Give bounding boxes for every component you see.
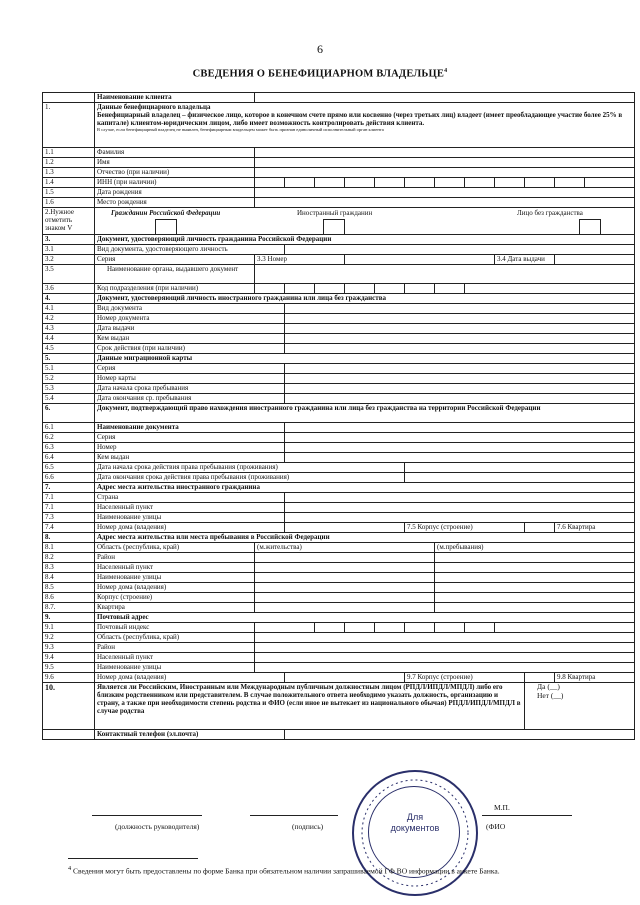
row-5-4 [43, 394, 635, 404]
postal-district-input[interactable] [255, 643, 635, 653]
stateless-label: Лицо без гражданства [517, 209, 583, 217]
issue-date-label: 3.4 Дата выдачи [495, 255, 555, 265]
stamp-line-1: Для [406, 812, 424, 822]
postcode-digit-box[interactable] [405, 623, 435, 633]
address-input[interactable] [435, 583, 635, 593]
row-label: Наименование улицы [95, 663, 255, 673]
row-label: Имя [95, 158, 255, 168]
row-num: 9.1 [43, 623, 95, 633]
address-input[interactable] [435, 603, 635, 613]
flat-label: 7.6 Квартира [555, 523, 635, 533]
row-num: 7.1 [43, 503, 95, 513]
number-input[interactable] [345, 255, 495, 265]
row-9-4 [43, 653, 635, 663]
postal-region-input[interactable] [255, 633, 635, 643]
address-input[interactable] [255, 583, 435, 593]
row-4-1 [43, 304, 635, 314]
row-num: 6.1 [43, 423, 95, 433]
row-label: Область (республика, край) [95, 543, 255, 553]
residence-start-input[interactable] [405, 463, 635, 473]
row-label: Серия [95, 433, 285, 443]
code-digit-box[interactable] [435, 284, 465, 294]
fio-caption: (ФИО [486, 822, 506, 831]
row-label: Номер дома (владения) [95, 673, 285, 683]
row-num: 7.1 [43, 493, 95, 503]
section-8-head-row [43, 533, 635, 543]
contact-row [43, 730, 635, 740]
stamp-line-2: документов [390, 822, 440, 833]
inn-digit-box[interactable] [525, 178, 555, 188]
row-label: Область (республика, край) [95, 633, 255, 643]
foreign-house-input[interactable] [285, 523, 405, 533]
row-label: Номер карты [95, 374, 285, 384]
row-num: 6.5 [43, 463, 95, 473]
row-8-1 [43, 543, 635, 553]
row-4-2 [43, 314, 635, 324]
row-label: Серия [95, 255, 255, 265]
footnote-text: Сведения могут быть предоставлены по форме Банка при обязательном наличии запрашиваемой ГФ ВО информации в анкете Банка. [73, 866, 500, 876]
row-num: 1.1 [43, 148, 95, 158]
footnote [68, 865, 613, 876]
row-label: Населенный пункт [95, 563, 255, 573]
inn-digit-box[interactable] [315, 178, 345, 188]
row-3-2 [43, 255, 635, 265]
row-1-5 [43, 188, 635, 198]
row-label: Место рождения [95, 198, 255, 208]
postal-building-input[interactable] [525, 673, 555, 683]
row-num: 5.4 [43, 394, 95, 404]
row-num: 5.3 [43, 384, 95, 394]
address-input[interactable] [435, 553, 635, 563]
row-8-5 [43, 583, 635, 593]
address-input[interactable] [255, 573, 435, 583]
residence-doc-issuer-input[interactable] [285, 453, 635, 463]
section-4-head-row [43, 294, 635, 304]
row-label: Кем выдан [95, 453, 285, 463]
code-digit-box[interactable] [345, 284, 375, 294]
section-num: 7. [43, 483, 95, 493]
page-number: 6 [317, 42, 323, 56]
position-caption: (должность руководителя) [115, 822, 200, 831]
section-num: 4. [43, 294, 95, 304]
section-4-head: Документ, удостоверяющий личность иностранного гражданина или лица без гражданства [95, 294, 635, 304]
section-1-head: Данные бенефициарного владельца [97, 103, 211, 111]
row-8-7 [43, 603, 635, 613]
inn-digit-box[interactable] [285, 178, 315, 188]
row-3-6 [43, 284, 635, 294]
section-num: 9. [43, 613, 95, 623]
section-num: 8. [43, 533, 95, 543]
section-7-head: Адрес места жительства иностранного гражданина [95, 483, 635, 493]
address-input[interactable] [255, 553, 435, 563]
row-9-3 [43, 643, 635, 653]
section-1-text: Бенефициарный владелец – физическое лицо, которое в конечном счете прямо или косвенно (через третьих лиц) владеет (имеет преобладающее участие более 25% в капитале) клиентом-юридическим лицом, либо имеет возможность контролировать действия клиента. [97, 111, 623, 128]
row-1-1 [43, 148, 635, 158]
foreign-country-input[interactable] [285, 493, 635, 503]
section-num: 10. [43, 683, 95, 730]
row-label: Почтовый индекс [95, 623, 255, 633]
row-label: Район [95, 553, 255, 563]
foreign-doc-issuer-input[interactable] [285, 334, 635, 344]
row-8-6 [43, 593, 635, 603]
stay-start-input[interactable] [285, 384, 635, 394]
row-label: Район [95, 643, 255, 653]
row-5-2 [43, 374, 635, 384]
inn-digit-box[interactable] [405, 178, 435, 188]
foreign-street-input[interactable] [285, 513, 635, 523]
row-label: Корпус (строение) [95, 593, 255, 603]
row-label: Номер документа [95, 314, 285, 324]
row-label: Наименование органа, выдавшего документ [95, 265, 255, 284]
row-num: 4.1 [43, 304, 95, 314]
mp-label: М.П. [494, 803, 510, 812]
address-input[interactable] [435, 593, 635, 603]
row-num: 8.6 [43, 593, 95, 603]
section-9-head-row [43, 613, 635, 623]
signature-caption: (подпись) [292, 822, 324, 831]
postcode-digit-box[interactable] [375, 623, 405, 633]
row-label: Дата окончания срока действия права пребывания (проживания) [95, 473, 405, 483]
row-9-5 [43, 663, 635, 673]
row-label: Вид документа [95, 304, 285, 314]
postal-house-input[interactable] [285, 673, 405, 683]
row-6-2 [43, 433, 635, 443]
row-6-3 [43, 443, 635, 453]
section-1-row [43, 103, 635, 148]
contact-label: Контактный телефон (эл.почта) [95, 730, 285, 740]
position-line [92, 815, 202, 816]
row-num: 9.6 [43, 673, 95, 683]
section-1-note: В случае, если бенефициарный владелец не выявлен, бенефициарным владельцем может быть признан единоличный исполнительный орган клиента [97, 127, 384, 133]
row-4-5 [43, 344, 635, 354]
row-7-3 [43, 513, 635, 523]
row-7-2 [43, 503, 635, 513]
foreign-doc-type-input[interactable] [285, 304, 635, 314]
pep-yes-option[interactable]: Да (__) [537, 682, 560, 691]
row-num: 3.5 [43, 265, 95, 284]
postcode-digit-box[interactable] [465, 623, 495, 633]
row-label: Отчество (при наличии) [95, 168, 255, 178]
row-4-4 [43, 334, 635, 344]
client-name-input[interactable] [255, 93, 635, 103]
section-num: 3. [43, 235, 95, 245]
issue-date-input[interactable] [555, 255, 635, 265]
row-9-1 [43, 623, 635, 633]
inn-digit-box[interactable] [465, 178, 495, 188]
row-8-3 [43, 563, 635, 573]
foreign-citizen-checkbox[interactable] [323, 219, 345, 235]
row-1-4 [43, 178, 635, 188]
row-9-2 [43, 633, 635, 643]
row-9-6 [43, 673, 635, 683]
stay-column-label: (м.пребывания) [435, 543, 635, 553]
inn-digit-box[interactable] [345, 178, 375, 188]
row-num: 8.2 [43, 553, 95, 563]
row-label: Наименование улицы [95, 513, 285, 523]
row-num: 3.2 [43, 255, 95, 265]
section-3-head-row [43, 235, 635, 245]
code-digit-box[interactable] [285, 284, 315, 294]
code-digit-box[interactable] [375, 284, 405, 294]
migration-number-input[interactable] [285, 374, 635, 384]
postal-city-input[interactable] [255, 653, 635, 663]
row-label: Квартира [95, 603, 255, 613]
row-num: 8.4 [43, 573, 95, 583]
section-8-head: Адрес места жительства или места пребывания в Российской Федерации [95, 533, 635, 543]
row-6-4 [43, 453, 635, 463]
row-num: 9.2 [43, 633, 95, 643]
row-num: 6.6 [43, 473, 95, 483]
postal-street-input[interactable] [255, 663, 635, 673]
patronymic-input[interactable] [255, 168, 635, 178]
foreign-doc-date-input[interactable] [285, 324, 635, 334]
section-10-row [43, 683, 635, 730]
section-7-head-row [43, 483, 635, 493]
row-label: Кем выдан [95, 334, 285, 344]
row-6-6 [43, 473, 635, 483]
inn-digit-box[interactable] [255, 178, 285, 188]
stateless-checkbox[interactable] [579, 219, 601, 235]
residence-doc-number-input[interactable] [285, 443, 635, 453]
address-input[interactable] [435, 573, 635, 583]
row-label: Код подразделения (при наличии) [95, 284, 255, 294]
building-label: 9.7 Корпус (строение) [405, 673, 525, 683]
row-num: 4.2 [43, 314, 95, 324]
row-label: Вид документа, удостоверяющего личность [95, 245, 285, 255]
row-label: Фамилия [95, 148, 255, 158]
row-num: 1.6 [43, 198, 95, 208]
section-6-head-row [43, 404, 635, 423]
section-num: 6. [43, 404, 95, 423]
row-label: ИНН (при наличии) [95, 178, 255, 188]
row-num: 8.7. [43, 603, 95, 613]
row-4-3 [43, 324, 635, 334]
row-num: 6.3 [43, 443, 95, 453]
row-label: Срок действия (при наличии) [95, 344, 285, 354]
section-5-head: Данные миграционной карты [95, 354, 635, 364]
row-label: Дата рождения [95, 188, 255, 198]
row-1-6 [43, 198, 635, 208]
row-3-1 [43, 245, 635, 255]
inn-digit-box[interactable] [555, 178, 585, 188]
row-label: Номер дома (владения) [95, 523, 285, 533]
row-num: 8.3 [43, 563, 95, 573]
row-label: Дата начала срока действия права пребывания (проживания) [95, 463, 405, 473]
section-6-head: Документ, подтверждающий право нахождения иностранного гражданина или лица без гражданства на территории Российской Федерации [95, 404, 635, 423]
company-stamp [352, 770, 478, 896]
row-7-4 [43, 523, 635, 533]
stay-end-input[interactable] [285, 394, 635, 404]
citizenship-num: 2.Нужное отметить знаком V [43, 208, 95, 235]
row-num: 4.5 [43, 344, 95, 354]
surname-input[interactable] [255, 148, 635, 158]
row-label: Дата окончания ср. пребывания [95, 394, 285, 404]
client-name-row [43, 93, 635, 103]
citizen-rf-checkbox[interactable] [155, 219, 177, 235]
title-text: СВЕДЕНИЯ О БЕНЕФИЦИАРНОМ ВЛАДЕЛЬЦЕ [192, 68, 445, 80]
section-9-head: Почтовый адрес [95, 613, 635, 623]
row-num: 3.1 [43, 245, 95, 255]
row-num: 1.4 [43, 178, 95, 188]
row-num: 8.5 [43, 583, 95, 593]
row-label: Населенный пункт [95, 503, 285, 513]
row-label: Дата начала срока пребывания [95, 384, 285, 394]
row-5-3 [43, 384, 635, 394]
address-input[interactable] [255, 593, 435, 603]
footnote-mark: 4 [68, 865, 72, 872]
row-num: 7.3 [43, 513, 95, 523]
code-digit-box[interactable] [405, 284, 435, 294]
row-6-1 [43, 423, 635, 433]
row-num: 1.3 [43, 168, 95, 178]
row-num: 9.5 [43, 663, 95, 673]
footnote-divider [68, 858, 198, 859]
row-num: 3.6 [43, 284, 95, 294]
issuer-input[interactable] [255, 265, 635, 284]
postcode-digit-box[interactable] [315, 623, 345, 633]
section-5-head-row [43, 354, 635, 364]
residence-doc-series-input[interactable] [285, 433, 635, 443]
fio-line [482, 815, 572, 816]
row-num: 5.1 [43, 364, 95, 374]
birth-date-input[interactable] [255, 188, 635, 198]
row-num: 6.2 [43, 433, 95, 443]
code-digit-box[interactable] [255, 284, 285, 294]
postcode-digit-box[interactable] [345, 623, 375, 633]
row-num: 4.3 [43, 324, 95, 334]
name-input[interactable] [255, 158, 635, 168]
contact-input[interactable] [285, 730, 635, 740]
address-input[interactable] [255, 563, 435, 573]
row-label: Страна [95, 493, 285, 503]
row-3-5 [43, 265, 635, 284]
pep-question-text: Является ли Российским, Иностранным или Международным публичным должностным лицом (РПДЛ/ИПДЛ/МПДЛ) либо его близким родственником или представителем. В случае положительного ответа необходимо указать должность, организацию и страну, а также при необходимости степень родства и ФИО (если иное не вытекает из национального обычая) РПДЛ/ИПДЛ/МПДЛ в случае родства [95, 683, 525, 730]
row-num: 8.1 [43, 543, 95, 553]
row-num: 6.4 [43, 453, 95, 463]
inn-digit-box[interactable] [585, 178, 635, 188]
row-label: Номер дома (владения) [95, 583, 255, 593]
beneficiary-form-table [42, 92, 635, 740]
number-label: 3.3 Номер [255, 255, 345, 265]
citizen-rf-label: Гражданин Российской Федерации [111, 209, 221, 217]
postcode-digit-box[interactable] [435, 623, 465, 633]
code-digit-box[interactable] [315, 284, 345, 294]
row-8-2 [43, 553, 635, 563]
building-label: 7.5 Корпус (строение) [405, 523, 525, 533]
foreign-doc-validity-input[interactable] [285, 344, 635, 354]
section-1-num: 1. [43, 103, 95, 148]
residence-end-input[interactable] [405, 473, 635, 483]
residence-column-label: (м.жительства) [255, 543, 435, 553]
section-num: 5. [43, 354, 95, 364]
row-label: Дата выдачи [95, 324, 285, 334]
row-num: 7.4 [43, 523, 95, 533]
pep-no-option[interactable]: Нет (__) [537, 690, 564, 700]
title-footnote-mark: 4 [444, 68, 448, 74]
doc-type-input[interactable] [285, 245, 635, 255]
row-num: 1.5 [43, 188, 95, 198]
birth-place-input[interactable] [255, 198, 635, 208]
flat-label: 9.8 Квартира [555, 673, 635, 683]
residence-doc-name-input[interactable] [285, 423, 635, 433]
row-6-5 [43, 463, 635, 473]
inn-digit-box[interactable] [375, 178, 405, 188]
page-title [0, 68, 640, 80]
row-num: 1.2 [43, 158, 95, 168]
foreign-city-input[interactable] [285, 503, 635, 513]
row-7-1 [43, 493, 635, 503]
section-3-head: Документ, удостоверяющий личность гражданина Российской Федерации [95, 235, 635, 245]
inn-digit-box[interactable] [435, 178, 465, 188]
foreign-citizen-label: Иностранный гражданин [297, 209, 373, 217]
row-label: Серия [95, 364, 285, 374]
row-8-4 [43, 573, 635, 583]
row-1-3 [43, 168, 635, 178]
foreign-building-input[interactable] [525, 523, 555, 533]
address-input[interactable] [435, 563, 635, 573]
migration-series-input[interactable] [285, 364, 635, 374]
row-5-1 [43, 364, 635, 374]
signature-line[interactable] [250, 815, 338, 816]
row-1-2 [43, 158, 635, 168]
citizenship-row [43, 208, 635, 235]
row-label: Номер [95, 443, 285, 453]
row-label: Наименование документа [95, 423, 285, 433]
client-name-label: Наименование клиента [95, 93, 255, 103]
address-input[interactable] [255, 603, 435, 613]
row-label: Населенный пункт [95, 653, 255, 663]
row-num: 4.4 [43, 334, 95, 344]
row-num: 5.2 [43, 374, 95, 384]
row-num: 9.3 [43, 643, 95, 653]
foreign-doc-number-input[interactable] [285, 314, 635, 324]
row-label: Наименование улицы [95, 573, 255, 583]
row-num: 9.4 [43, 653, 95, 663]
inn-digit-box[interactable] [495, 178, 525, 188]
